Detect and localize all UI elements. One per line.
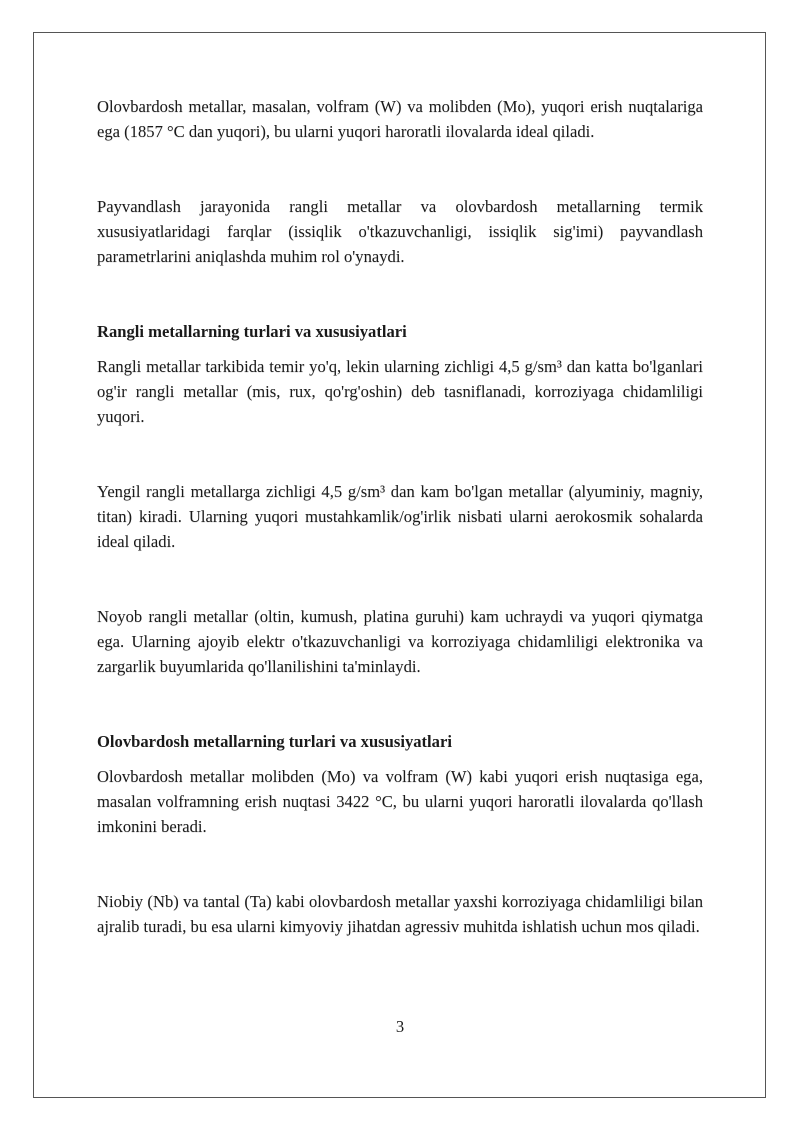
paragraph-refractory-corrosion: Niobiy (Nb) va tantal (Ta) kabi olovbardosh metallar yaxshi korroziyaga chidamliligi bilan ajralib turadi, bu esa ularni kimyoviy jihatdan agressiv muhitda ishlatish uchun mos qiladi. [97,892,703,936]
paragraph-rare-nonferrous: Noyob rangli metallar (oltin, kumush, platina guruhi) kam uchraydi va yuqori qiymatga ega. Ularning ajoyib elektr o'tkazuvchanligi va korroziyaga chidamliligi elektronika va zargarlik buyumlarida qo'llanilishini ta'minlaydi. [97,607,703,676]
page-number: 3 [395,1017,405,1036]
heading-refractory-types: Olovbardosh metallarning turlari va xususiyatlari [97,732,452,751]
paragraph-welding-thermal: Payvandlash jarayonida rangli metallar va olovbardosh metallarning termik xususiyatlaridagi farqlar (issiqlik o'tkazuvchanligi, issiqlik sig'imi) payvandlash parametrlarini aniqlashda muhim rol o'ynaydi. [97,197,703,266]
paragraph-heavy-nonferrous: Rangli metallar tarkibida temir yo'q, lekin ularning zichligi 4,5 g/sm³ dan katta bo'lganlari og'ir rangli metallar (mis, rux, qo'rg'oshin) deb tasniflanadi, korroziyaga chidamliligi yuqori. [97,357,703,426]
paragraph-light-nonferrous: Yengil rangli metallarga zichligi 4,5 g/sm³ dan kam bo'lgan metallar (alyuminiy, magniy, titan) kiradi. Ularning yuqori mustahkamlik/og'irlik nisbati ularni aerokosmik sohalarda ideal qiladi. [97,482,703,551]
heading-nonferrous-types: Rangli metallarning turlari va xususiyatlari [97,322,407,341]
paragraph-refractory-intro: Olovbardosh metallar, masalan, volfram (W) va molibden (Mo), yuqori erish nuqtalariga ega (1857 °C dan yuqori), bu ularni yuqori haroratli ilovalarda ideal qiladi. [97,97,703,141]
document-body [97,94,703,939]
paragraph-refractory-melting: Olovbardosh metallar molibden (Mo) va volfram (W) kabi yuqori erish nuqtasiga ega, masalan volframning erish nuqtasi 3422 °C, bu ularni yuqori haroratli ilovalarda qo'llash imkonini beradi. [97,767,703,836]
